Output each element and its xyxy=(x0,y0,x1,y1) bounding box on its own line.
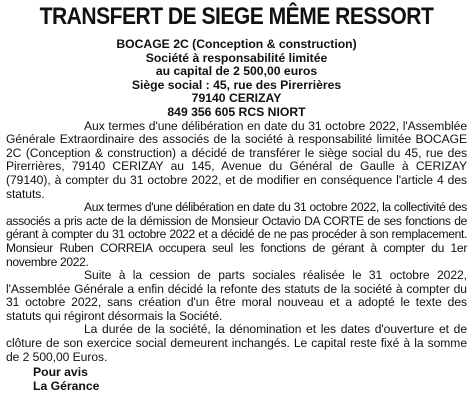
company-name: BOCAGE 2C (Conception & construction) xyxy=(116,37,357,51)
paragraph-unchanged: La durée de la société, la dénomination et les dates d'ouverture et de clôture de son exercice social demeurent inchangés. Le capital reste fixé à la somme de 2 500,00 Euros. xyxy=(6,322,467,364)
paragraph-statutes: Suite à la cession de parts sociales réalisée le 31 octobre 2022, l'Assemblée Générale a enfin décidé la refonte des statuts de la société à compter du 31 octobre 2022, sans création d'un être moral nouveau et a adopté le texte des statuts qui régiront désormais la Société. xyxy=(6,268,467,323)
signature-line-2: La Gérance xyxy=(33,378,100,393)
notice-title: TRANSFERT DE SIEGE MÊME RESSORT xyxy=(39,3,434,30)
company-capital: au capital de 2 500,00 euros xyxy=(155,64,318,79)
company-city: 79140 CERIZAY xyxy=(191,91,282,106)
signature-block xyxy=(33,366,467,393)
paragraph-transfer: Aux termes d'une délibération en date du 31 octobre 2022, l'Assemblée Générale Extraordinaire des associés de la société à responsabilité limitée BOCAGE 2C (Conception & construction) a décidé de transférer le siège social du 45, rue des Pirerrières, 79140 CERIZAY au 145, Avenue du Général de Gaulle à CERIZAY (79140), à compter du 31 octobre 2022, et de modifier en conséquence l'article 4 des statuts. xyxy=(6,118,467,201)
company-address: Siège social : 45, rue des Pirerrières xyxy=(131,77,342,92)
company-rcs: 849 356 605 RCS NIORT xyxy=(167,104,306,119)
signature-line-1: Pour avis xyxy=(33,365,88,380)
company-header xyxy=(6,38,467,120)
paragraph-resignation: Aux termes d'une délibération en date du 31 octobre 2022, la collectivité des associés a pris acte de la démission de Monsieur Octavio DA CORTE de ses fonctions de gérant à compter du 31 octobre 2022 et a décidé de ne pas procéder à son remplacement. Monsieur Ruben CORREIA occupera seul les fonctions de gérant à compter du 1er novembre 2022. xyxy=(6,200,467,269)
company-legal-form: Société à responsabilité limitée xyxy=(145,50,328,65)
